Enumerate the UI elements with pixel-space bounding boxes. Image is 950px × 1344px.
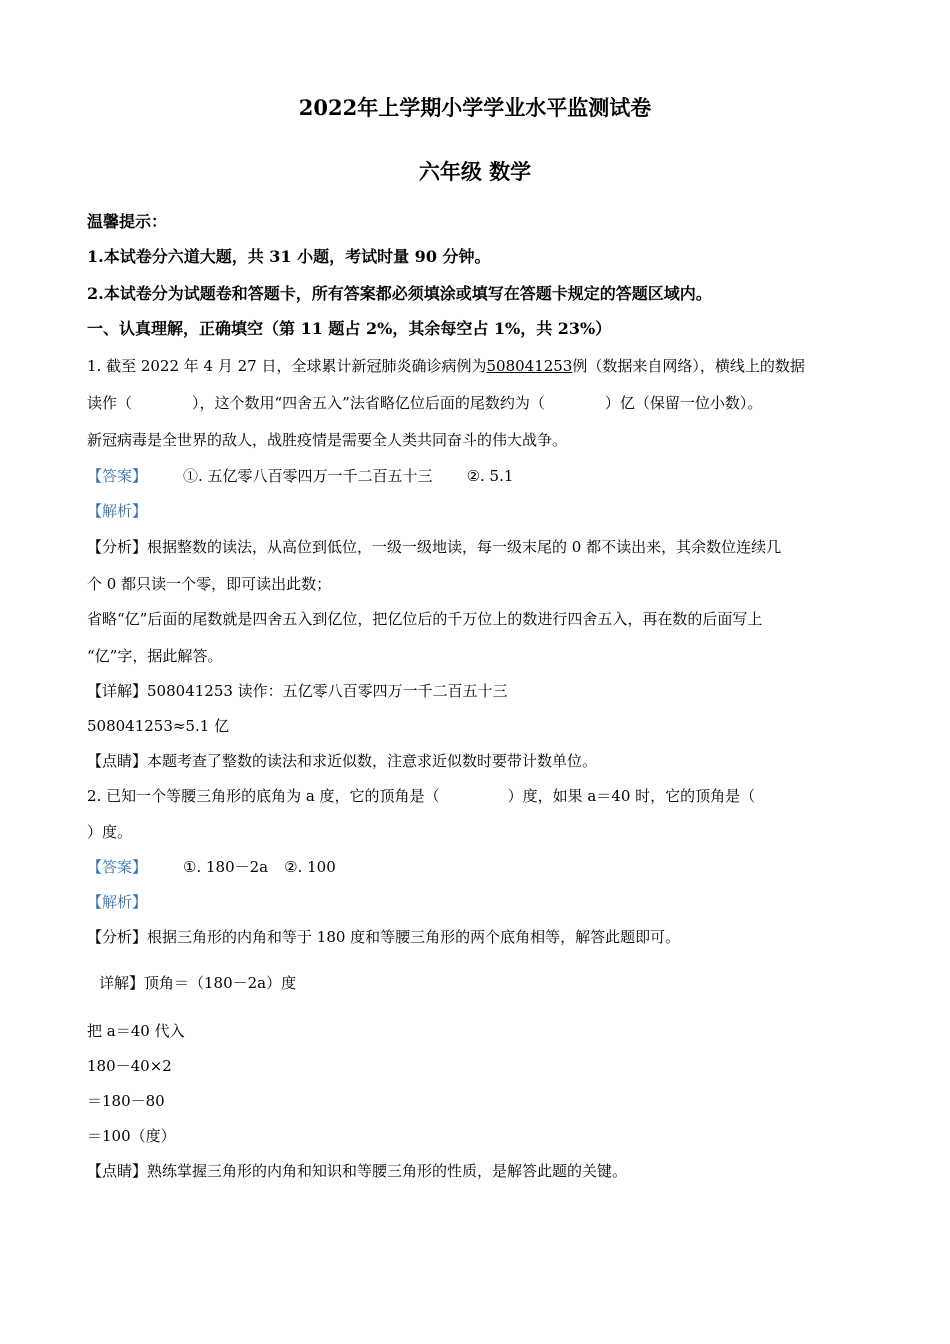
q2-dianjing — [87, 1161, 627, 1181]
dianjing-label: 【点睛】 — [87, 752, 148, 770]
tips-heading: 温馨提示： — [87, 212, 168, 231]
q2-answer — [87, 857, 336, 877]
q2-dianjing-text: 熟练掌握三角形的内角和知识和等腰三角形的性质，是解答此题的关键。 — [147, 1162, 628, 1180]
q1-fenxi-2: 个 0 都只读一个零，即可读出此数； — [87, 575, 332, 593]
fenxi-label: 【分析】 — [87, 538, 148, 556]
q1-text-post: 例（数据来自网络），横线上的数据 — [572, 357, 805, 375]
answer-label: 【答案】 — [87, 467, 148, 485]
q1-answer-2: ②. 5.1 — [466, 467, 514, 485]
q1-fenxi-text-1: 根据整数的读法，从高位到低位，一级一级地读，每一级末尾的 0 都不读出来，其余数位连续几 — [147, 538, 782, 556]
q1-analysis-label: 【解析】 — [87, 502, 148, 520]
q1-answer-1: ①. 五亿零八百零四万一千二百五十三 — [183, 467, 433, 485]
q2-step-1: 把 a＝40 代入 — [87, 1022, 185, 1040]
q2-answer-1: ①. 180－2a — [183, 858, 269, 876]
q2-step-4: ＝100（度） — [87, 1127, 176, 1145]
q1-xiangjie-1 — [87, 681, 508, 701]
section-1-heading: 一、认真理解，正确填空（第 11 题占 2%，其余每空占 1%，共 23%） — [87, 319, 612, 338]
q2-fenxi-text: 根据三角形的内角和等于 180 度和等腰三角形的两个底角相等，解答此题即可。 — [147, 928, 681, 946]
q1-underlined-number: 508041253 — [486, 357, 573, 375]
tip-1: 1.本试卷分六道大题，共 31 小题，考试时量 90 分钟。 — [87, 247, 491, 266]
document-title: 2022年上学期小学学业水平监测试卷 — [298, 95, 652, 120]
q2-line-1 — [87, 786, 755, 806]
q2-answer-2: ②. 100 — [284, 858, 336, 876]
q1-dianjing — [87, 751, 597, 771]
dianjing-label: 【点睛】 — [87, 1162, 148, 1180]
q2-step-2: 180－40×2 — [87, 1057, 172, 1075]
q2-fenxi — [87, 927, 680, 947]
q1-text-pre: 1. 截至 2022 年 4 月 27 日，全球累计新冠肺炎确诊病例为 — [87, 357, 487, 375]
q1-answer — [87, 466, 513, 486]
document-subtitle: 六年级 数学 — [418, 159, 532, 184]
q2-text-2: ）度，如果 a＝40 时，它的顶角是（ — [507, 787, 756, 805]
xiangjie-label: 【详解】 — [87, 682, 148, 700]
tip-2: 2.本试卷分为试题卷和答题卡，所有答案都必须填涂或填写在答题卡规定的答题区域内。 — [87, 284, 712, 303]
q1-dianjing-text: 本题考查了整数的读法和求近似数，注意求近似数时要带计数单位。 — [147, 752, 598, 770]
q1-blank-1-open: 读作（ — [87, 394, 133, 412]
q1-blank-3-text: ）亿（保留一位小数）。 — [604, 394, 763, 412]
q1-blank-2-text: ），这个数用“四舍五入”法省略亿位后面的尾数约为（ — [192, 394, 545, 412]
q1-line-1 — [87, 356, 805, 376]
q1-fenxi-3: 省略“亿”后面的尾数就是四舍五入到亿位，把亿位后的千万位上的数进行四舍五入，再在数的后面写上 — [87, 610, 763, 628]
q2-line-2: ）度。 — [87, 823, 133, 841]
q1-xiangjie-text-1: 508041253 读作：五亿零八百零四万一千二百五十三 — [147, 682, 508, 700]
q1-line-2 — [87, 393, 762, 413]
q1-xiangjie-2: 508041253≈5.1 亿 — [87, 717, 230, 735]
answer-label: 【答案】 — [87, 858, 148, 876]
q1-fenxi-4: “亿”字，据此解答。 — [87, 647, 223, 665]
q1-line-3: 新冠病毒是全世界的敌人，战胜疫情是需要全人类共同奋斗的伟大战争。 — [87, 431, 568, 449]
fenxi-label: 【分析】 — [87, 928, 148, 946]
q1-fenxi-1 — [87, 537, 781, 557]
q2-step-3: ＝180－80 — [87, 1092, 165, 1110]
q2-xiangjie: 详解】顶角＝（180－2a）度 — [99, 974, 297, 992]
q2-analysis-label: 【解析】 — [87, 893, 148, 911]
q2-text-1: 2. 已知一个等腰三角形的底角为 a 度，它的顶角是（ — [87, 787, 440, 805]
